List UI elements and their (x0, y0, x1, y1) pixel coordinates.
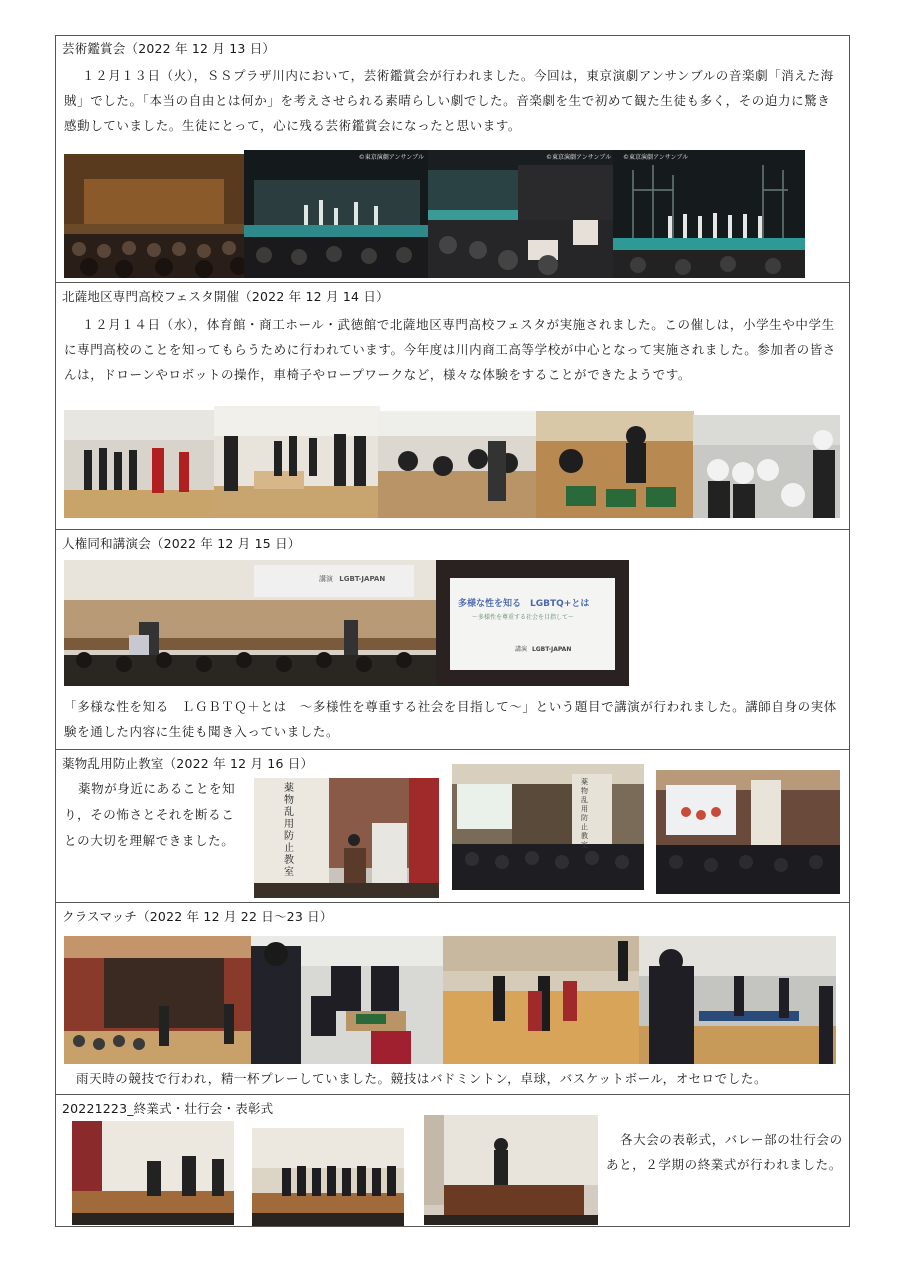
closing-speech-photo (424, 1115, 598, 1225)
fest-workshop-photo (693, 415, 840, 518)
badminton-photo (64, 936, 251, 1064)
section-body: 薬物が身近にあることを知り，その怖さとそれを断ることの大切を理解できました。 (64, 781, 236, 848)
table-tennis-photo (639, 936, 836, 1064)
drug-banner: 薬物乱用防止教室 (581, 778, 588, 849)
section-art-appreciation (56, 36, 849, 283)
section-human-rights-lecture (56, 530, 849, 750)
section-title: 20221223_終業式・壮行会・表彰式 (62, 1101, 274, 1116)
lecture-slide-photo (436, 560, 629, 686)
section-body: １２月１４日（水），体育館・商工ホール・武徳館で北薩地区専門高校フェスタが実施されました。この催しは，小学生や中学生に専門高校のことを知ってもらうために行われています。今年度は川内商工高等学校が中心となって実施されました。参加者の皆さんは，ドローンやロボットの操作，車椅子やロープワークなど，様々な体験をすることができたようです。 (64, 317, 836, 382)
section-body: 「多様な性を知る ＬＧＢＴＱ＋とは ～多様性を尊重する社会を目指して～」という題目で講演が行われました。講師自身の実体験を通した内容に生徒も聞き入っていました。 (64, 699, 837, 739)
section-title: 北薩地区専門高校フェスタ開催（2022 年 12 月 14 日） (62, 289, 389, 304)
slide-logo (515, 644, 571, 653)
send-off-ceremony-photo (252, 1128, 404, 1226)
banner-logo-prefix: 講演 (319, 575, 333, 583)
theater-stage-photo (64, 154, 247, 278)
section-body: １２月１３日（火），ＳＳプラザ川内において，芸術鑑賞会が行われました。今回は，東京演劇アンサンブルの音楽劇「消えた海賊」でした。「本当の自由とは何か」を考えさせられる素晴らしい劇でした。音楽劇を生で初めて観た生徒も多く，その迫力に驚き感動していました。生徒にとって，心に残る芸術鑑賞会になったと思います。 (64, 68, 834, 133)
drug-lecture-stage-photo (254, 778, 439, 898)
photo-watermark: ©東京演劇アンサンブル (623, 154, 689, 161)
section-body: 各大会の表彰式，バレー部の壮行会のあと，２学期の終業式が行われました。 (606, 1132, 843, 1172)
drug-banner: 薬物乱用防止教室 (284, 783, 294, 878)
fest-classroom-photo (378, 411, 536, 518)
section-drug-prevention (56, 750, 849, 903)
section-body: 雨天時の競技で行われ，精一杯プレーしていました。競技はバドミントン，卓球，バスケットボール，オセロでした。 (76, 1071, 768, 1086)
basketball-photo (443, 936, 640, 1064)
slide-logo-prefix: 講演 (515, 646, 528, 653)
theater-audience-photo (428, 150, 613, 278)
drug-lecture-hall-photo (452, 764, 644, 890)
newsletter-frame (55, 35, 850, 1227)
banner-logo-text: LGBT-JAPAN (339, 575, 386, 583)
drug-slide-photo (656, 770, 840, 894)
fest-gym-photo (64, 410, 214, 518)
projection-screen (450, 578, 615, 670)
theater-performance-photo (244, 150, 430, 278)
fest-drone-photo (214, 406, 380, 518)
section-title: 芸術鑑賞会（2022 年 12 月 13 日） (62, 41, 276, 56)
banner-logo (319, 574, 385, 584)
section-vocational-fest (56, 283, 849, 530)
othello-photo (251, 936, 444, 1064)
section-title: 薬物乱用防止教室（2022 年 12 月 16 日） (62, 756, 314, 771)
slide-logo-text: LGBT-JAPAN (531, 646, 572, 653)
photo-watermark: ©東京演劇アンサンブル (546, 154, 612, 161)
fest-robot-photo (536, 411, 694, 518)
slide-subtitle: 〜多様性を尊重する社会を目指して〜 (472, 614, 575, 621)
theater-finale-photo (613, 150, 805, 278)
slide-title: 多様な性を知る LGBTQ+とは (458, 599, 590, 609)
award-ceremony-photo (72, 1121, 234, 1225)
section-title: クラスマッチ（2022 年 12 月 22 日～23 日） (62, 909, 333, 924)
section-closing-ceremony (56, 1095, 849, 1226)
lecture-hall-photo (64, 560, 436, 686)
section-title: 人権同和講演会（2022 年 12 月 15 日） (62, 536, 301, 551)
section-class-match (56, 903, 849, 1095)
photo-watermark: ©東京演劇アンサンブル (358, 154, 424, 161)
